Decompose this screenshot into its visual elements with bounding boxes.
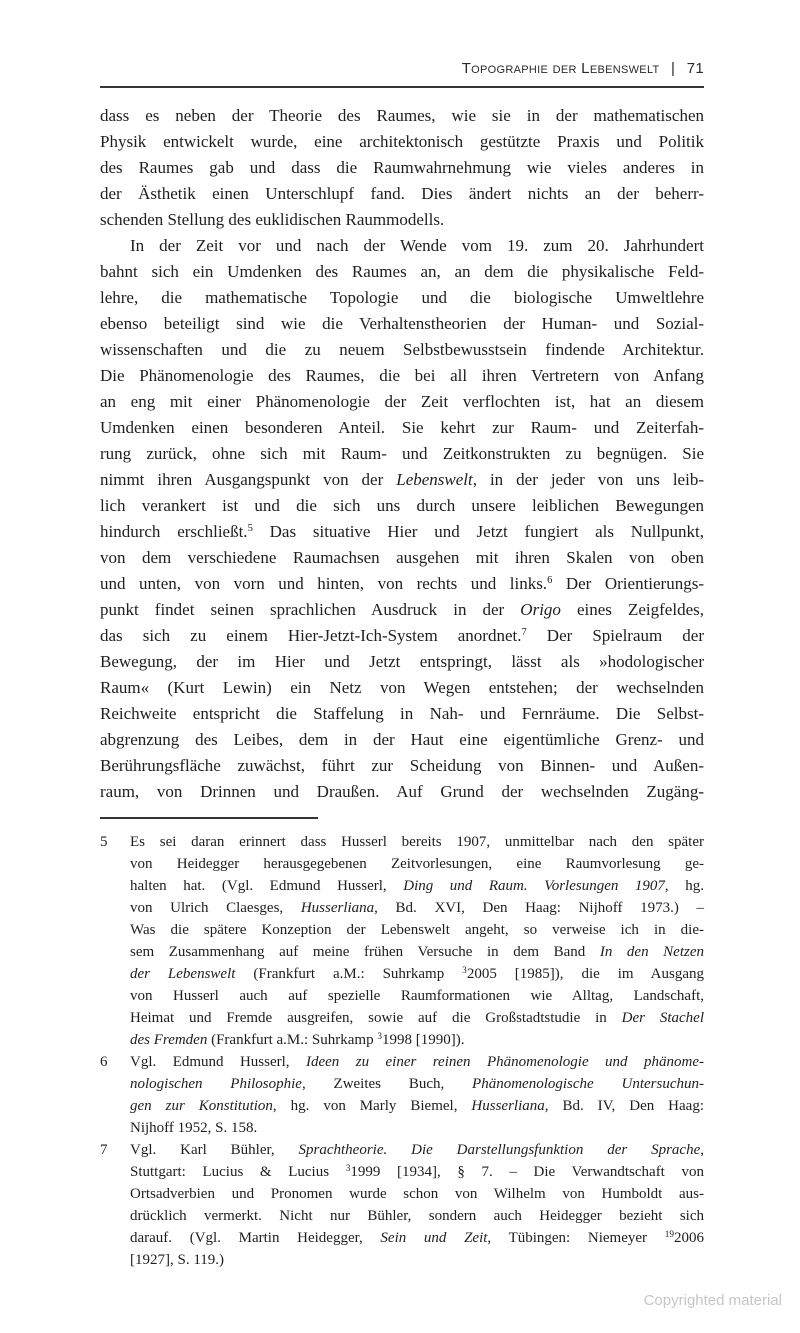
text-line: [130, 1183, 704, 1205]
text-line: [130, 1095, 704, 1117]
text-segment: Reichweite entspricht die Staffelung in Nah- und Fernräume. Die Selbst-: [100, 704, 704, 723]
text-segment: Nijhoff 1952, S. 158.: [130, 1120, 258, 1136]
italic-text: Husserliana: [471, 1098, 545, 1114]
italic-text: des Fremden: [130, 1032, 208, 1048]
footnote-number: 7: [100, 1142, 108, 1158]
italic-text: der Lebenswelt: [130, 966, 236, 982]
text-line: [100, 181, 704, 207]
text-line: [100, 701, 704, 727]
text-segment: Der Spielraum der: [526, 626, 704, 645]
text-segment: Berührungsfläche zuwächst, führt zur Scheidung von Binnen- und Außen-: [100, 756, 704, 775]
text-line: [130, 1161, 704, 1183]
footnote-reference: 7: [521, 627, 527, 639]
text-line: [130, 1117, 704, 1139]
text-line: [100, 311, 704, 337]
text-segment: von dem verschiedene Raumachsen ausgehen mit ihren Skalen von oben: [100, 548, 704, 567]
footnote-item: [100, 1051, 704, 1139]
text-segment: raum, von Drinnen und Draußen. Auf Grund der wechselnden Zugäng-: [100, 782, 704, 801]
footnote-item: [100, 831, 704, 1051]
text-line: [130, 897, 704, 919]
text-line: [130, 1249, 704, 1271]
footnote-number: 5: [100, 834, 108, 850]
text-line: [100, 675, 704, 701]
text-line: [130, 1139, 704, 1161]
text-line: [100, 571, 704, 597]
text-line: [100, 727, 704, 753]
text-segment: darauf. (Vgl. Martin Heidegger,: [130, 1230, 381, 1246]
text-segment: der Ästhetik einen Unterschlupf fand. Dies ändert nichts an der beherr-: [100, 184, 704, 203]
italic-text: Sein und Zeit: [380, 1230, 488, 1246]
text-line: [130, 853, 704, 875]
text-line: [100, 597, 704, 623]
text-line: [100, 155, 704, 181]
footnote-text: [130, 1139, 704, 1271]
running-title: Topographie der Lebenswelt: [461, 60, 660, 77]
text-line: [100, 779, 704, 805]
text-segment: ,: [700, 1142, 704, 1158]
text-segment: , Bd. IV, Den Haag:: [544, 1098, 705, 1114]
text-line: [100, 103, 704, 129]
text-line: [100, 337, 704, 363]
footnote-text: [130, 1051, 704, 1139]
text-line: [130, 1073, 704, 1095]
text-line: [130, 875, 704, 897]
footnote-number: 6: [100, 1054, 108, 1070]
footnote-reference: 6: [547, 575, 553, 587]
text-line: [100, 207, 704, 233]
text-segment: halten hat. (Vgl. Edmund Husserl,: [130, 878, 404, 894]
footnotes: [100, 831, 704, 1271]
paragraph: [100, 233, 704, 805]
text-segment: Die Phänomenologie des Raumes, die bei all ihren Vertretern von Anfang: [100, 366, 704, 385]
text-line: [130, 1205, 704, 1227]
text-line: [100, 363, 704, 389]
text-segment: , in der jeder von uns leib-: [472, 470, 704, 489]
text-line: [100, 519, 704, 545]
body-text: [100, 103, 704, 805]
text-line: [100, 389, 704, 415]
text-segment: 2005 [1985]), die im Ausgang: [466, 966, 704, 982]
text-segment: eines Zeigfeldes,: [560, 600, 704, 619]
text-segment: wissenschaften und die zu neuem Selbstbewusstsein findende Architektur.: [100, 340, 704, 359]
text-line: [130, 985, 704, 1007]
text-line: [100, 545, 704, 571]
text-line: [130, 831, 704, 853]
text-segment: Das situative Hier und Jetzt fungiert als Nullpunkt,: [252, 522, 704, 541]
italic-text: Husserliana: [300, 900, 375, 916]
text-segment: (Frankfurt a.M.: Suhrkamp: [207, 1032, 378, 1048]
text-line: [100, 441, 704, 467]
text-segment: hindurch erschließt.: [100, 522, 248, 541]
italic-text: Sprachtheorie. Die Darstellungsfunktion der Sprache: [298, 1142, 701, 1158]
text-segment: lehre, die mathematische Topologie und die biologische Umweltlehre: [100, 288, 704, 307]
text-segment: , Bd. XVI, Den Haag: Nijhoff 1973.) –: [374, 900, 704, 916]
text-segment: Vgl. Karl Bühler,: [130, 1142, 299, 1158]
text-segment: , hg.: [664, 878, 704, 894]
text-line: [100, 129, 704, 155]
text-segment: In der Zeit vor und nach der Wende vom 19. zum 20. Jahrhundert: [130, 236, 704, 255]
text-segment: , hg. von Marly Biemel,: [272, 1098, 472, 1114]
text-segment: Vgl. Edmund Husserl,: [130, 1054, 306, 1070]
text-line: [100, 753, 704, 779]
text-line: [100, 623, 704, 649]
text-segment: Heimat und Fremde ausgreifen, sowie auf die Großstadtstudie in: [130, 1010, 622, 1026]
text-segment: Umdenken einen besonderen Anteil. Sie kehrt zur Raum- und Zeiterfah-: [100, 418, 704, 437]
text-segment: schenden Stellung des euklidischen Raummodells.: [100, 210, 445, 229]
italic-text: gen zur Konstitution: [130, 1098, 273, 1114]
text-segment: sem Zusammenhang auf meine frühen Versuche in dem Band: [130, 944, 600, 960]
text-segment: dass es neben der Theorie des Raumes, wie sie in der mathematischen: [100, 106, 704, 125]
footnote-item: [100, 1139, 704, 1271]
text-line: [100, 259, 704, 285]
footnote-reference: 5: [247, 523, 253, 535]
text-segment: Stuttgart: Lucius & Lucius: [130, 1164, 346, 1180]
text-segment: Ortsadverbien und Pronomen wurde schon von Wilhelm von Humboldt aus-: [130, 1186, 704, 1202]
footnote-separator-rule: [100, 817, 318, 819]
text-line: [130, 1051, 704, 1073]
text-segment: [1927], S. 119.): [130, 1252, 225, 1268]
italic-text: In den Netzen: [599, 944, 704, 960]
text-line: [100, 493, 704, 519]
text-segment: das sich zu einem Hier-Jetzt-Ich-System anordnet.: [100, 626, 522, 645]
text-segment: lich verankert ist und die sich uns durch unsere leiblichen Bewegungen: [100, 496, 704, 515]
text-line: [130, 1227, 704, 1249]
page-number: 71: [686, 60, 704, 77]
footnote-text: [130, 831, 704, 1051]
paragraph: [100, 103, 704, 233]
text-segment: von Heidegger herausgegebenen Zeitvorlesungen, eine Raumvorlesung ge-: [130, 856, 704, 872]
text-line: [100, 233, 704, 259]
header-rule: [100, 86, 704, 88]
text-segment: Raum« (Kurt Lewin) ein Netz von Wegen entstehen; der wechselnden: [100, 678, 704, 697]
text-line: [130, 941, 704, 963]
text-segment: punkt findet seinen sprachlichen Ausdruck in der: [100, 600, 521, 619]
text-segment: nimmt ihren Ausgangspunkt von der: [100, 470, 397, 489]
text-line: [100, 415, 704, 441]
header-divider: |: [671, 60, 676, 77]
italic-text: Ding und Raum. Vorlesungen 1907: [403, 878, 665, 894]
text-segment: an eng mit einer Phänomenologie der Zeit verflochten ist, hat an diesem: [100, 392, 704, 411]
text-segment: Bewegung, der im Hier und Jetzt entspringt, lässt als »hodologischer: [100, 652, 704, 671]
footnote-reference: 3: [345, 1163, 351, 1174]
text-segment: abgrenzung des Leibes, dem in der Haut eine eigentümliche Grenz- und: [100, 730, 704, 749]
text-line: [130, 919, 704, 941]
page-header: [100, 60, 704, 77]
footnote-reference: 3: [377, 1031, 382, 1042]
text-segment: ebenso beteiligt sind wie die Verhaltenstheorien der Human- und Sozial-: [100, 314, 704, 333]
text-segment: , Tübingen: Niemeyer: [487, 1230, 665, 1246]
copyright-watermark: Copyrighted material: [643, 1292, 782, 1309]
text-line: [100, 285, 704, 311]
text-segment: von Ulrich Claesges,: [130, 900, 301, 916]
italic-text: Phänomenologische Untersuchun-: [472, 1076, 704, 1092]
footnote-reference: 3: [462, 965, 467, 976]
text-segment: 1998 [1990]).: [381, 1032, 465, 1048]
text-segment: , Zweites Buch,: [301, 1076, 473, 1092]
italic-text: Ideen zu einer reinen Phänomenologie und phänome-: [305, 1054, 704, 1070]
footnote-reference: 19: [664, 1229, 674, 1240]
text-segment: Physik entwickelt wurde, eine architektonisch gestützte Praxis und Politik: [100, 132, 704, 151]
italic-text: Der Stachel: [621, 1010, 704, 1026]
text-segment: von Husserl auch auf spezielle Raumformationen wie Alltag, Landschaft,: [130, 988, 704, 1004]
text-line: [130, 1029, 704, 1051]
italic-text: Lebenswelt: [396, 470, 473, 489]
italic-text: nologischen Philosophie: [130, 1076, 302, 1092]
text-line: [100, 467, 704, 493]
text-line: [100, 649, 704, 675]
text-segment: (Frankfurt a.M.: Suhrkamp: [235, 966, 463, 982]
text-segment: bahnt sich ein Umdenken des Raumes an, an dem die physikalische Feld-: [100, 262, 704, 281]
text-segment: 2006: [674, 1230, 704, 1246]
text-segment: und unten, von vorn und hinten, von rechts und links.: [100, 574, 548, 593]
text-line: [130, 1007, 704, 1029]
text-segment: rung zurück, ohne sich mit Raum- und Zeitkonstrukten zu begnügen. Sie: [100, 444, 704, 463]
text-segment: Was die spätere Konzeption der Lebenswelt angeht, so verweise ich in die-: [130, 922, 704, 938]
text-segment: 1999 [1934], § 7. – Die Verwandtschaft von: [350, 1164, 704, 1180]
text-segment: Der Orientierungs-: [552, 574, 704, 593]
italic-text: Origo: [520, 600, 561, 619]
text-segment: drücklich vermerkt. Nicht nur Bühler, sondern auch Heidegger bezieht sich: [130, 1208, 704, 1224]
text-line: [130, 963, 704, 985]
text-segment: Es sei daran erinnert dass Husserl bereits 1907, unmittelbar nach den später: [130, 834, 704, 850]
text-segment: des Raumes gab und dass die Raumwahrnehmung wie vieles anderes in: [100, 158, 704, 177]
